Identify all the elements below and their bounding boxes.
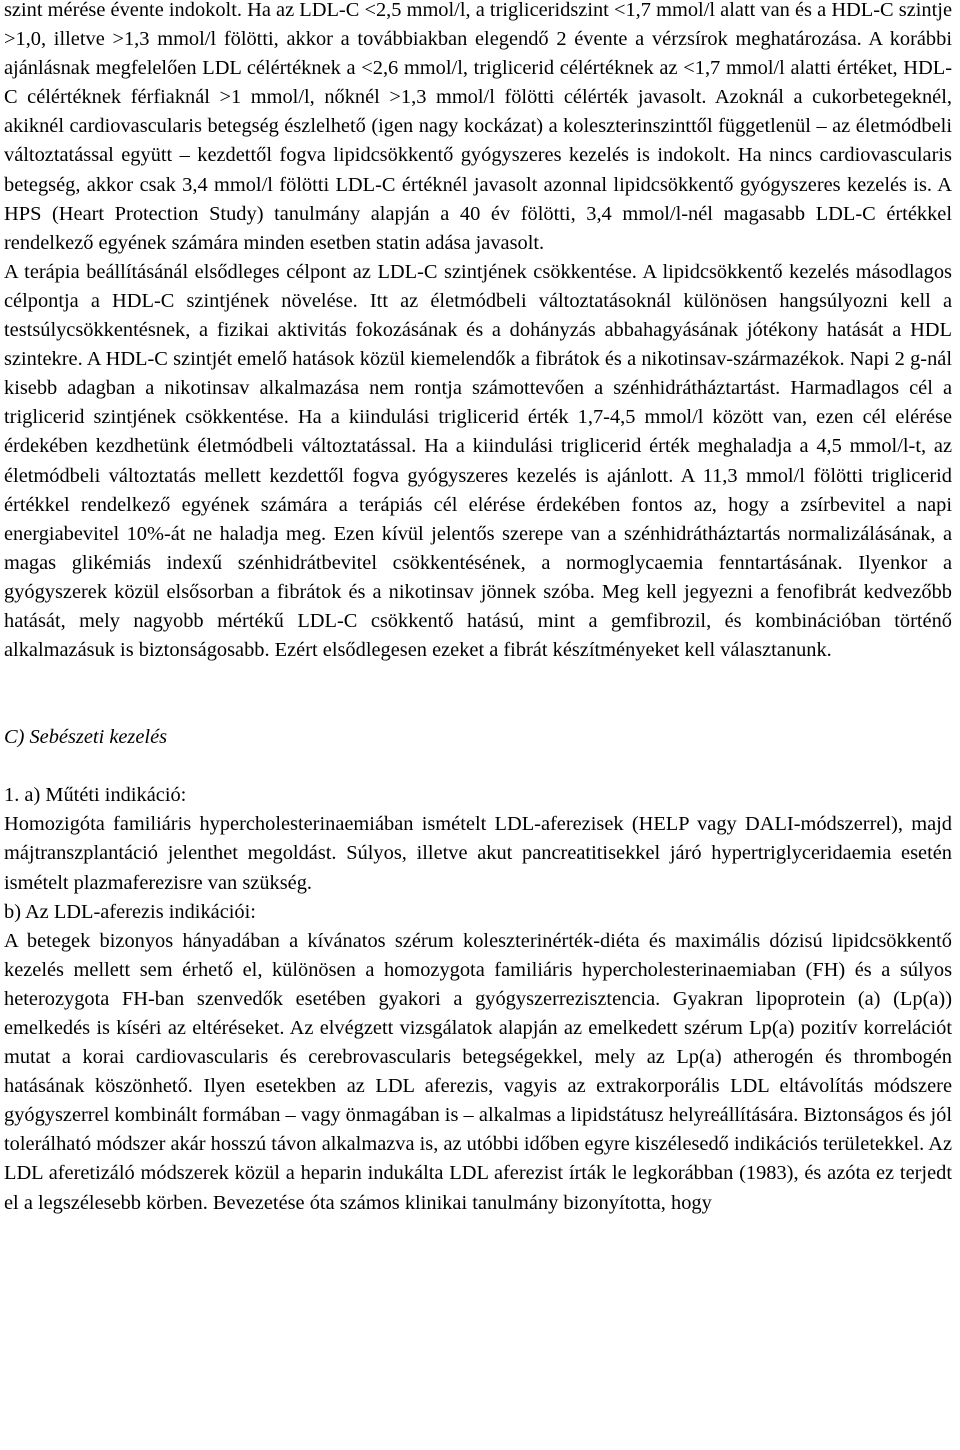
paragraph-therapy-goals: A terápia beállításánál elsődleges célpont az LDL-C szintjének csökkentése. A lipidcsökkentő kezelés másodlagos célpontja a HDL-C szintjének növelése. Itt az életmódbeli változtatásoknál különösen hangsúlyozni kell a testsúlycsökkentésnek, a fizikai aktivitás fokozásának és a dohányzás abbahagyásának jótékony hatását a HDL szintekre. A HDL-C szintjét emelő hatások közül kiemelendők a fibrátok és a nikotinsav-származékok. Napi 2 g-nál kisebb adagban a nikotinsav alkalmazása nem rontja számottevően a szénhidrátháztartást. Harmadlagos cél a triglicerid szintjének csökkentése. Ha a kiindulási triglicerid érték 1,7-4,5 mmol/l között van, ezen cél elérése érdekében kezdhetünk életmódbeli változtatással. Ha a kiindulási triglicerid érték meghaladja a 4,5 mmol/l-t, az életmódbeli változtatás mellett kezdettől fogva gyógyszeres kezelés is ajánlott. A 11,3 mmol/l fölötti triglicerid értékkel rendelkező egyének számára a terápiás cél elérése érdekében fontos az, hogy a zsírbevitel a napi energiabevitel 10%-át ne haladja meg. Ezen kívül jelentős szerepe van a szénhidrátháztartás normalizálásának, a magas glikémiás indexű szénhidrátbevitel csökkentésének, a normoglycaemia fenntartásának. Ilyenkor a gyógyszerek közül elsősorban a fibrátok és a nikotinsav jönnek szóba. Meg kell jegyezni a fenofibrát kedvezőbb hatását, mely nagyobb mértékű LDL-C csökkentő hatású, mint a gemfibrozil, és kombinációban történő alkalmazásuk is biztonságosabb. Ezért elsődlegesen ezeket a fibrát készítményeket kell választanunk. [4, 260, 952, 662]
section-heading: C) Sebészeti kezelés [4, 726, 168, 749]
spacer [4, 665, 952, 723]
document-page [4, 0, 952, 1218]
paragraph-ldl-apheresis: A betegek bizonyos hányadában a kívánatos szérum koleszterinérték-diéta és maximális dózisú lipidcsökkentő kezelés mellett sem érhető el, különösen a homozygota familiáris hypercholesterinaemiaban (FH) és a súlyos heterozygota FH-ban szenvedők esetében gyakori a gyógyszerrezisztencia. Gyakran lipoprotein (a) (Lp(a)) emelkedés is kíséri az eltéréseket. Az elvégzett vizsgálatok alapján az emelkedett szérum Lp(a) pozitív korrelációt mutat a korai cardiovascularis és cerebrovascularis betegségekkel, mely az Lp(a) atherogén és thrombogén hatásának köszönhető. Ilyen esetekben az LDL aferezis, vagyis az extrakorporális LDL eltávolítás módszere gyógyszerrel kombinált formában – vagy önmagában is – alkalmas a lipidstátusz helyreállítására. Biztonságos és jól tolerálható módszer akár hosszú távon alkalmazva is, az utóbbi időben egyre kiszélesedő indikációs területekkel. Az LDL aferetizáló módszerek közül a heparin indukálta LDL aferezist írták le legkorábban (1983), és azóta ez terjedt el a legszélesebb körben. Bevezetése óta számos klinikai tanulmány bizonyította, hogy [4, 929, 952, 1214]
subheading-ldl-apheresis: b) Az LDL-aferezis indikációi: [4, 900, 256, 923]
paragraph-lipid-targets: szint mérése évente indokolt. Ha az LDL-C <2,5 mmol/l, a trigliceridszint <1,7 mmol/l alatt van és a HDL-C szintje >1,0, illetve >1,3 mmol/l fölötti, akkor a továbbiakban elegendő 2 évente a vérzsírok meghatározása. A korábbi ajánlásnak megfelelően LDL célértéknek a <2,6 mmol/l, triglicerid célértéknek az <1,7 mmol/l alatti értéket, HDL-C célértéknek férfiaknál >1 mmol/l, nőknél >1,3 mmol/l fölötti célérték javasolt. Azoknál a cukorbetegeknél, akiknél cardiovascularis betegség észlelhető (igen nagy kockázat) a koleszterinszinttől függetlenül – az életmódbeli változtatással együtt – kezdettől fogva lipidcsökkentő gyógyszeres kezelés is indokolt. Ha nincs cardiovascularis betegség, akkor csak 3,4 mmol/l fölötti LDL-C értéknél javasolt azonnal lipidcsökkentő gyógyszeres kezelés is. A HPS (Heart Protection Study) tanulmány alapján a 40 év fölötti, 3,4 mmol/l-nél magasabb LDL-C értékkel rendelkező egyének számára minden esetben statin adása javasolt. [4, 0, 952, 254]
subheading-surgical-indication: 1. a) Műtéti indikáció: [4, 784, 187, 807]
spacer [4, 752, 952, 781]
paragraph-surgical-indication: Homozigóta familiáris hypercholesterinaemiában ismételt LDL-aferezisek (HELP vagy DALI-módszerrel), majd májtranszplantáció jelenthet megoldást. Súlyos, illetve akut pancreatitisekkel járó hypertriglyceridaemia esetén ismételt plazmaferezisre van szükség. [4, 813, 952, 894]
